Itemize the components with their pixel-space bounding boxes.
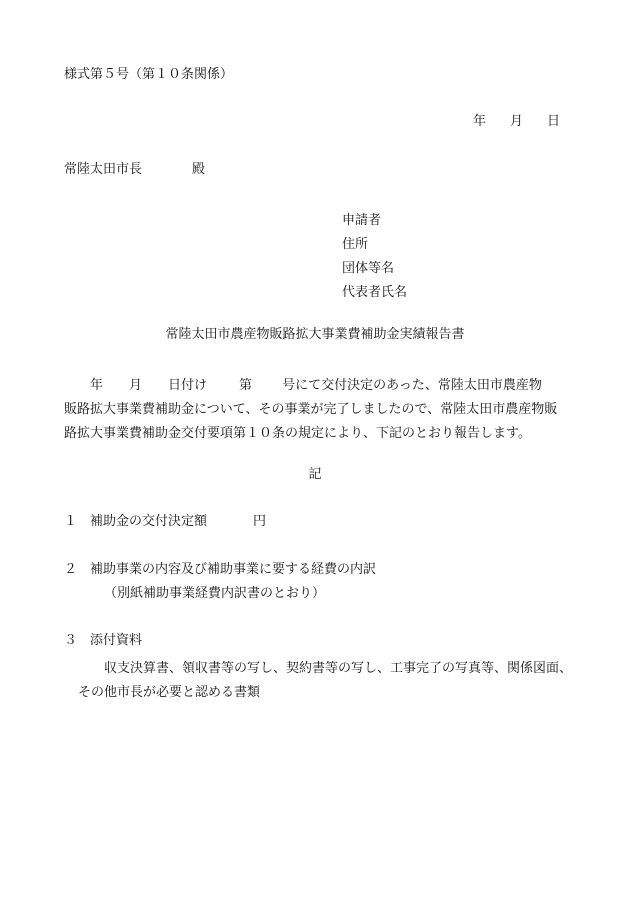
item-3-detail-line-2: その他市長が必要と認める書類	[78, 685, 261, 700]
document-title: 常陸太田市農産物販路拡大事業費補助金実績報告書	[165, 327, 465, 342]
applicant-block	[342, 209, 407, 305]
form-number: 様式第５号（第１０条関係）	[64, 67, 234, 82]
item-2-number: ２	[64, 562, 78, 577]
body-line1-rest: 号にて交付決定のあった、常陸太田市農産物	[282, 378, 542, 393]
item-3	[64, 632, 142, 650]
addressee-name: 常陸太田市長	[64, 162, 143, 177]
date-year-label: 年	[473, 114, 487, 129]
body-line-2: 販路拡大事業費補助金について、その事業が完了しましたので、常陸太田市農産物販	[64, 402, 558, 417]
body-paragraph	[64, 374, 584, 446]
body-line-1	[64, 374, 584, 398]
item-2-sub: （別紙補助事業経費内訳書のとおり）	[104, 586, 326, 601]
item-3-detail	[64, 657, 572, 705]
applicant-rep-label: 代表者氏名	[342, 285, 408, 300]
ki-heading: 記	[308, 467, 322, 482]
item-3-number: ３	[64, 633, 78, 648]
applicant-label: 申請者	[342, 213, 382, 228]
date-month-label: 月	[510, 114, 524, 129]
applicant-address-label: 住所	[342, 237, 369, 252]
item-2	[64, 561, 376, 579]
item-1	[64, 513, 266, 531]
item-3-label: 添付資料	[90, 633, 143, 648]
addressee	[64, 161, 205, 179]
body-line-3: 路拡大事業費補助金交付要項第１０条の規定により、下記のとおり報告します。	[64, 426, 531, 441]
item-1-suffix: 円	[253, 514, 267, 529]
date-line	[473, 113, 560, 131]
item-2-label: 補助事業の内容及び補助事業に要する経費の内訳	[90, 562, 377, 577]
body-dated: 日付け	[168, 378, 208, 393]
item-1-number: １	[64, 514, 78, 529]
item-3-detail-line-1: 収支決算書、領収書等の写し、契約書等の写し、工事完了の写真等、関係図面、	[104, 661, 573, 676]
date-day-label: 日	[547, 114, 561, 129]
body-dai: 第	[239, 378, 253, 393]
body-year: 年	[90, 378, 104, 393]
item-1-label: 補助金の交付決定額	[90, 514, 208, 529]
applicant-org-label: 団体等名	[342, 261, 395, 276]
body-month: 月	[129, 378, 143, 393]
addressee-honorific: 殿	[192, 162, 206, 177]
